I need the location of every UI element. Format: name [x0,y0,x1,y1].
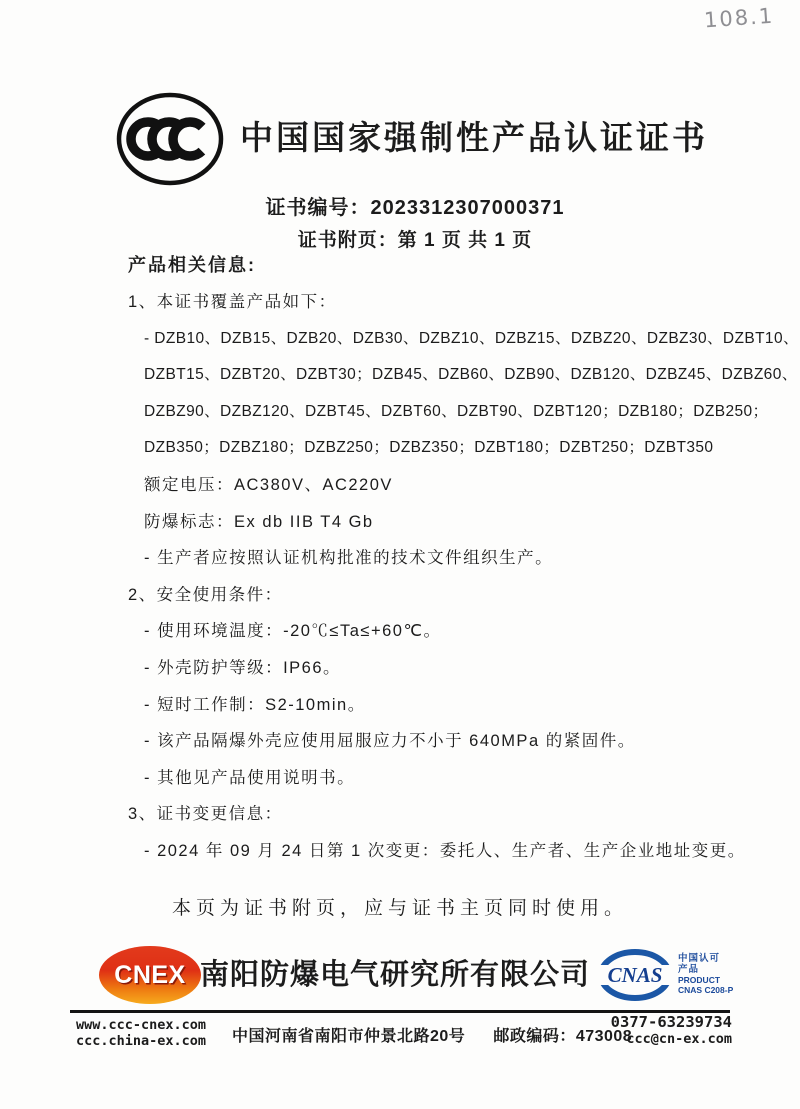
body-line: - 生产者应按照认证机构批准的技术文件组织生产。 [144,549,554,568]
body-line: 1、本证书覆盖产品如下： [128,293,337,311]
document-title: 中国国家强制性产品认证证书 [240,119,708,156]
body-line-product-models: DZBT15、DZBT20、DZBT30；DZB45、DZB60、DZB90、DZB120、DZBZ45、DZBZ60、 [144,366,798,384]
ccc-logo-icon [114,90,226,193]
cnas-mark [597,948,733,1002]
body-line-change-record: - 2024 年 09 月 24 日第 1 次变更：委托人、生产者、生产企业地址变更。 [144,841,746,860]
phone-column [611,1014,732,1048]
website-secondary: ccc.china-ex.com [76,1033,207,1049]
cnex-logo-icon [99,946,201,1004]
email-address: ccc@cn-ex.com [626,1031,732,1047]
svg-text:CNAS: CNAS [607,963,663,987]
section-heading-product-info: 产品相关信息: [128,255,256,275]
cnex-logo-label: CNEX [114,960,186,989]
body-line-change-info: 3、证书变更信息： [128,805,283,824]
body-line-safety-conditions: 2、安全使用条件： [128,585,283,604]
postal-code: 邮政编码：473008 [493,1028,633,1045]
body-line-product-models: - DZB10、DZB15、DZB20、DZB30、DZBZ10、DZBZ15、DZBZ20、DZBZ30、DZBT10、 [144,329,799,347]
website-primary: www.ccc-cnex.com [76,1017,207,1033]
certificate-number: 证书编号：2023312307000371 [265,197,565,219]
handwritten-note: 108.1 [703,3,775,33]
body-line-product-models: DZBZ90、DZBZ120、DZBT45、DZBT60、DZBT90、DZBT120；DZB180；DZB250； [144,402,769,420]
body-line-ex-marking: 防爆标志：Ex db IIB T4 Gb [144,512,374,531]
cnas-logo-icon [597,948,673,1002]
cnas-side-line: 产品 [678,964,700,976]
body-line: - 其他见产品使用说明书。 [144,768,356,787]
attachment-usage-note: 本页为证书附页，应与证书主页同时使用。 [171,898,628,919]
body-line-ip-rating: - 外壳防护等级：IP66。 [144,658,342,677]
cnas-side-line: PRODUCT [678,975,721,986]
issuer-company-name: 南阳防爆电气研究所有限公司 [200,959,591,991]
issuer-address: 中国河南省南阳市仲景北路20号 [232,1028,466,1045]
phone-number: 0377-63239734 [610,1013,732,1031]
certificate-pages: 证书附页：第 1 页 共 1 页 [297,230,533,251]
body-line-fasteners: - 该产品隔爆外壳应使用屈服应力不小于 640MPa 的紧固件。 [144,732,636,751]
address-row [232,1023,632,1046]
body-line-product-models: DZB350；DZBZ180；DZBZ250；DZBZ350；DZBT180；DZBT250；DZBT350 [144,439,714,457]
body-line-rated-voltage: 额定电压：AC380V、AC220V [144,475,393,494]
cnas-side-line: 中国认可 [678,953,721,965]
body-line-duty-cycle: - 短时工作制：S2-10min。 [144,695,366,714]
body-line-ambient-temp: - 使用环境温度：-20℃≤Ta≤+60℃。 [144,622,442,641]
cnas-side-text [678,954,733,995]
cnas-side-line: CNAS C208-P [678,984,734,995]
product-info-section [128,251,799,870]
website-column [76,1017,206,1049]
